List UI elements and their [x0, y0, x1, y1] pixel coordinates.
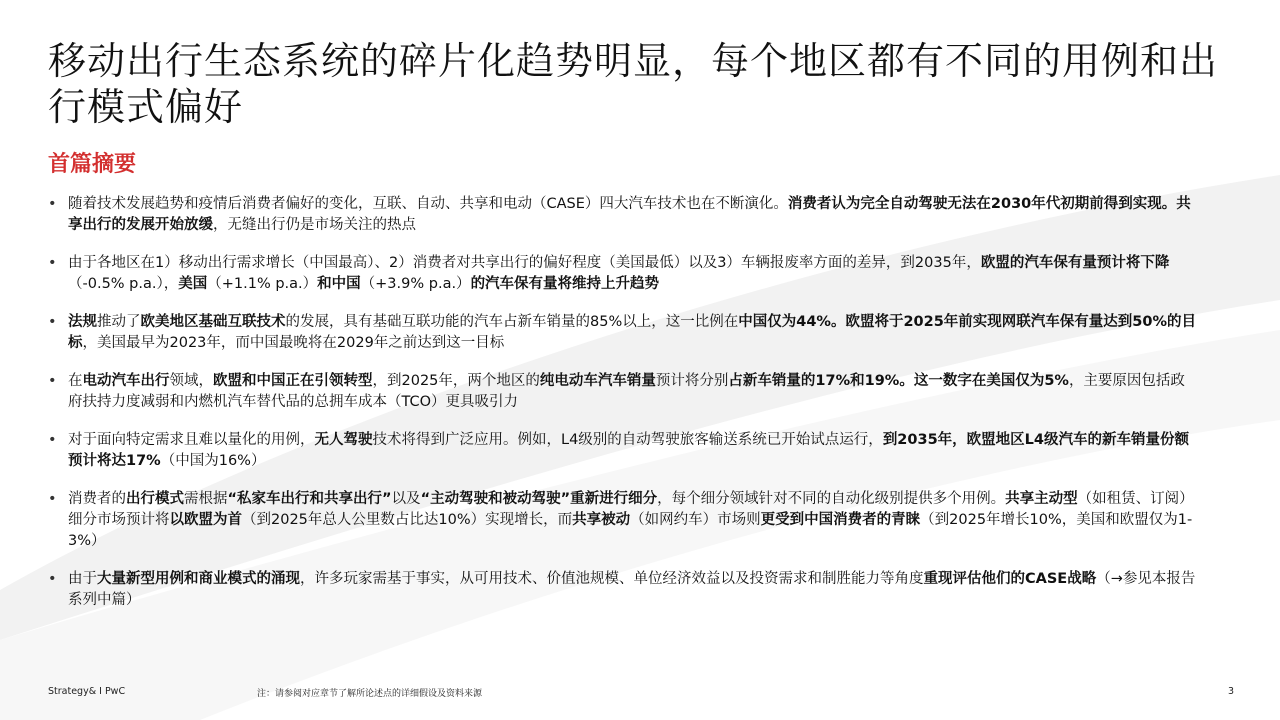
- summary-bullet: [48, 430, 1198, 472]
- bullet-text: （→参见本报告系列中篇）: [68, 571, 1196, 608]
- bullet-text: （-0.5% p.a.），: [68, 276, 179, 292]
- bullet-text: 预计将分别: [655, 373, 729, 389]
- bullet-bold-text: 到2035年，欧盟地区L4级汽车的新车销量份额预计将达17%: [68, 432, 1189, 469]
- bullet-text: （+1.1% p.a.）: [207, 276, 318, 292]
- bullet-bold-text: 以欧盟为首: [169, 512, 242, 528]
- bullet-bold-text: “私家车出行和共享出行”: [227, 491, 392, 507]
- bullet-text: 技术将得到广泛应用。例如，L4级别的自动驾驶旅客输送系统已开始试点运行，: [372, 432, 883, 448]
- footer-brand: Strategy& I PwC: [48, 686, 126, 697]
- summary-bullet: [48, 312, 1198, 354]
- bullet-text: 以及: [391, 491, 421, 507]
- bullet-bold-text: 出行模式: [126, 491, 184, 507]
- bullet-bold-text: 占新车销量的17%和19%。这一数字在美国仅为5%: [728, 373, 1069, 389]
- bullet-text: ，每个细分领域针对不同的自动化级别提供多个用例。: [657, 491, 1006, 507]
- bullet-text: ，许多玩家需基于事实，从可用技术、价值池规模、单位经济效益以及投资需求和制胜能力等角度: [300, 571, 924, 587]
- bullet-text: ，主要原因包括政府扶持力度减弱和内燃机汽车替代品的总拥车成本（TCO）更具吸引力: [68, 373, 1185, 410]
- summary-bullet: [48, 371, 1198, 413]
- bullet-text: ，美国最早为2023年，而中国最晚将在2029年之前达到这一目标: [82, 335, 505, 351]
- bullet-text: 对于面向特定需求且难以量化的用例，: [68, 432, 315, 448]
- page-number: 3: [1228, 686, 1235, 697]
- footer-note: 注：请参阅对应章节了解所论述点的详细假设及资料来源: [257, 689, 483, 699]
- bullet-bold-text: 的汽车保有量将维持上升趋势: [470, 276, 660, 292]
- bullet-bold-text: 法规: [68, 314, 97, 330]
- bullet-text: 领域，: [169, 373, 213, 389]
- bullet-bold-text: 更受到中国消费者的青睐: [760, 512, 921, 528]
- bullet-bold-text: 重现评估他们的CASE战略: [923, 571, 1097, 587]
- bullet-bold-text: 美国: [178, 276, 208, 292]
- bullet-text: （中国为16%）: [160, 453, 266, 469]
- bullet-bold-text: 电动汽车出行: [82, 373, 170, 389]
- bullet-bold-text: 纯电动车汽车销量: [539, 373, 656, 389]
- bullet-bold-text: 共享被动: [572, 512, 631, 528]
- bullet-text: 的发展，具有基础互联功能的汽车占新车销量的85%以上，这一比例在: [285, 314, 739, 330]
- bullet-bold-text: 欧美地区基础互联技术: [140, 314, 286, 330]
- bullet-text: 随着技术发展趋势和疫情后消费者偏好的变化，互联、自动、共享和电动（CASE）四大汽车技术也在不断演化。: [68, 196, 788, 212]
- bullet-text: （如租赁、订阅）细分市场预计将: [68, 491, 1194, 528]
- bullet-bold-text: 欧盟和中国正在引领转型: [213, 373, 373, 389]
- bullet-bold-text: “主动驾驶和被动驾驶”重新进行细分: [420, 491, 658, 507]
- bullet-bold-text: 中国仅为44%。欧盟将于2025年前实现网联汽车保有量达到50%的目标: [68, 314, 1197, 351]
- bullet-text: 推动了: [97, 314, 141, 330]
- bullet-text: 需根据: [184, 491, 228, 507]
- bullet-bold-text: 大量新型用例和商业模式的涌现: [97, 571, 300, 587]
- bullet-text: 由于: [68, 571, 97, 587]
- bullet-bold-text: 和中国: [317, 276, 361, 292]
- section-heading: 首篇摘要: [48, 152, 137, 177]
- bullet-bold-text: 共享主动型: [1005, 491, 1078, 507]
- bullet-text: （+3.9% p.a.）: [360, 276, 471, 292]
- bullet-bold-text: 无人驾驶: [314, 432, 373, 448]
- summary-bullet: [48, 194, 1198, 236]
- summary-bullet: [48, 569, 1198, 611]
- bullet-text: 由于各地区在1）移动出行需求增长（中国最高）、2）消费者对共享出行的偏好程度（美国最低）以及3）车辆报废率方面的差异，到2035年，: [68, 255, 981, 271]
- bullet-text: 在: [68, 373, 83, 389]
- summary-bullet: [48, 253, 1198, 295]
- summary-bullet-list: [48, 194, 1198, 628]
- bullet-bold-text: 消费者认为完全自动驾驶无法在2030年代初期前得到实现。共享出行的发展开始放缓: [68, 196, 1191, 233]
- bullet-text: ，到2025年，两个地区的: [372, 373, 540, 389]
- summary-bullet: [48, 489, 1198, 552]
- bullet-text: 消费者的: [68, 491, 126, 507]
- bullet-bold-text: 欧盟的汽车保有量预计将下降: [980, 255, 1170, 271]
- bullet-text: ，无缝出行仍是市场关注的热点: [213, 217, 416, 233]
- page-title: 移动出行生态系统的碎片化趋势明显，每个地区都有不同的用例和出行模式偏好: [48, 39, 1219, 129]
- bullet-text: （到2025年增长10%，美国和欧盟仅为1-3%）: [68, 512, 1193, 549]
- bullet-text: （到2025年总人公里数占比达10%）实现增长，而: [242, 512, 573, 528]
- bullet-text: （如网约车）市场则: [630, 512, 761, 528]
